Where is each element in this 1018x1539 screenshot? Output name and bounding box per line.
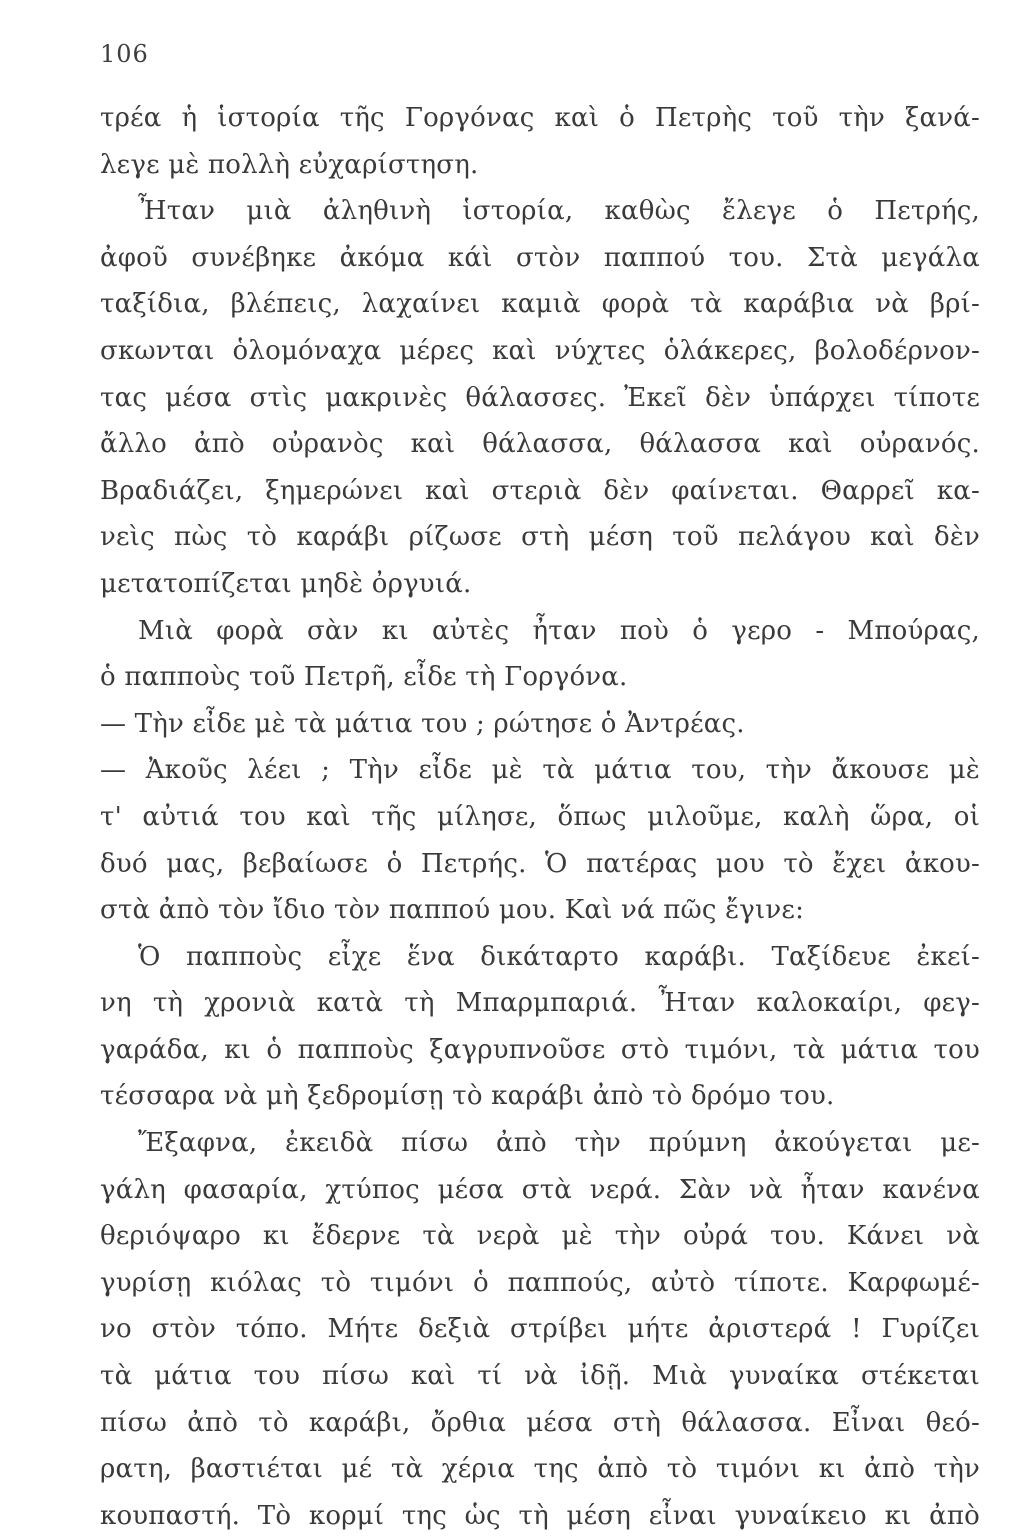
text-line: τ' αὐτιά του καὶ τῆς μίλησε, ὅπως μιλοῦμε, καλὴ ὥρα, οἱ xyxy=(100,801,980,832)
text-line: μετατοπίζεται μηδὲ ὀργυιά. xyxy=(100,568,472,599)
text-line: ἀφοῦ συνέβηκε ἀκόμα κάὶ στὸν παππού του. Στὰ μεγάλα xyxy=(100,242,980,273)
text-line: στὰ ἀπὸ τὸν ἴδιο τὸν παππού μου. Καὶ νά πῶς ἔγινε: xyxy=(100,895,805,926)
text-line: ὁ παπποὺς τοῦ Πετρῆ, εἶδε τὴ Γοργόνα. xyxy=(100,662,628,693)
text-line: λεγε μὲ πολλὴ εὐχαρίστηση. xyxy=(100,149,479,180)
text-line: γαράδα, κι ὁ παπποὺς ξαγρυπνοῦσε στὸ τιμόνι, τὰ μάτια του xyxy=(100,1034,980,1065)
page-number: 106 xyxy=(100,40,149,68)
text-line: τέσσαρα νὰ μὴ ξεδρομίσῃ τὸ καράβι ἀπὸ τὸ δρόμο του. xyxy=(100,1081,835,1112)
text-line: ταξίδια, βλέπεις, λαχαίνει καμιὰ φορὰ τὰ καράβια νὰ βρί- xyxy=(100,289,980,320)
text-line: ἄλλο ἀπὸ οὐρανὸς καὶ θάλασσα, θάλασσα καὶ οὐρανός. xyxy=(100,429,980,460)
dialogue-line: — Ἀκοῦς λέει ; Τὴν εἶδε μὲ τὰ μάτια του, τὴν ἄκουσε μὲ xyxy=(100,755,980,786)
text-line: ρατη, βαστιέται μέ τὰ χέρια της ἀπὸ τὸ τιμόνι κι ἀπὸ τὴν xyxy=(100,1454,980,1485)
text-line: Βραδιάζει, ξημερώνει καὶ στεριὰ δὲν φαίνεται. Θαρρεῖ κα- xyxy=(100,475,980,506)
text-line: τας μέσα στὶς μακρινὲς θάλασσες. Ἐκεῖ δὲν ὑπάρχει τίποτε xyxy=(100,382,980,413)
text-line: τὰ μάτια του πίσω καὶ τί νὰ ἰδῇ. Μιὰ γυναίκα στέκεται xyxy=(100,1361,980,1392)
text-line: γυρίσῃ κιόλας τὸ τιμόνι ὁ παππούς, αὐτὸ τίποτε. Καρφωμέ- xyxy=(100,1267,980,1298)
text-line: νεὶς πὼς τὸ καράβι ρίζωσε στὴ μέση τοῦ πελάγου καὶ δὲν xyxy=(100,522,980,553)
text-line: Ὁ παπποὺς εἶχε ἕνα δικάταρτο καράβι. Ταξίδευε ἐκεί- xyxy=(138,941,980,972)
text-line: δυό μας, βεβαίωσε ὁ Πετρής. Ὁ πατέρας μου τὸ ἔχει ἀκου- xyxy=(100,848,980,879)
text-line: πίσω ἀπὸ τὸ καράβι, ὄρθια μέσα στὴ θάλασσα. Εἶναι θεό- xyxy=(100,1407,980,1438)
text-line: γάλη φασαρία, χτύπος μέσα στὰ νερά. Σὰν νὰ ἦταν κανένα xyxy=(100,1174,980,1205)
text-line: κουπαστή. Τὸ κορμί της ὡς τὴ μέση εἶναι γυναίκειο κι ἀπὸ xyxy=(100,1500,980,1531)
dialogue-line: — Τὴν εἶδε μὲ τὰ μάτια του ; ρώτησε ὁ Ἀντρέας. xyxy=(100,708,745,739)
text-line: νο στὸν τόπο. Μήτε δεξιὰ στρίβει μήτε ἀριστερά ! Γυρίζει xyxy=(100,1314,980,1345)
text-line: Ἔξαφνα, ἐκειδὰ πίσω ἀπὸ τὴν πρύμνη ἀκούγεται με- xyxy=(138,1128,980,1159)
text-line: νη τὴ χρονιὰ κατὰ τὴ Μπαρμπαριά. Ἦταν καλοκαίρι, φεγ- xyxy=(100,988,980,1019)
text-line: σκωνται ὁλομόναχα μέρες καὶ νύχτες ὁλάκερες, βολοδέρνον- xyxy=(100,335,980,366)
text-line: Μιὰ φορὰ σὰν κι αὐτὲς ἦταν ποὺ ὁ γερο - Μπούρας, xyxy=(138,615,980,646)
text-line: θεριόψαρο κι ἔδερνε τὰ νερὰ μὲ τὴν οὐρά του. Κάνει νὰ xyxy=(100,1221,980,1252)
body-text xyxy=(100,95,980,1539)
text-line: Ἦταν μιὰ ἀληθινὴ ἱστορία, καθὼς ἔλεγε ὁ Πετρής, xyxy=(138,196,980,227)
text-line: τρέα ἡ ἱστορία τῆς Γοργόνας καὶ ὁ Πετρὴς τοῦ τὴν ξανά- xyxy=(100,103,980,133)
